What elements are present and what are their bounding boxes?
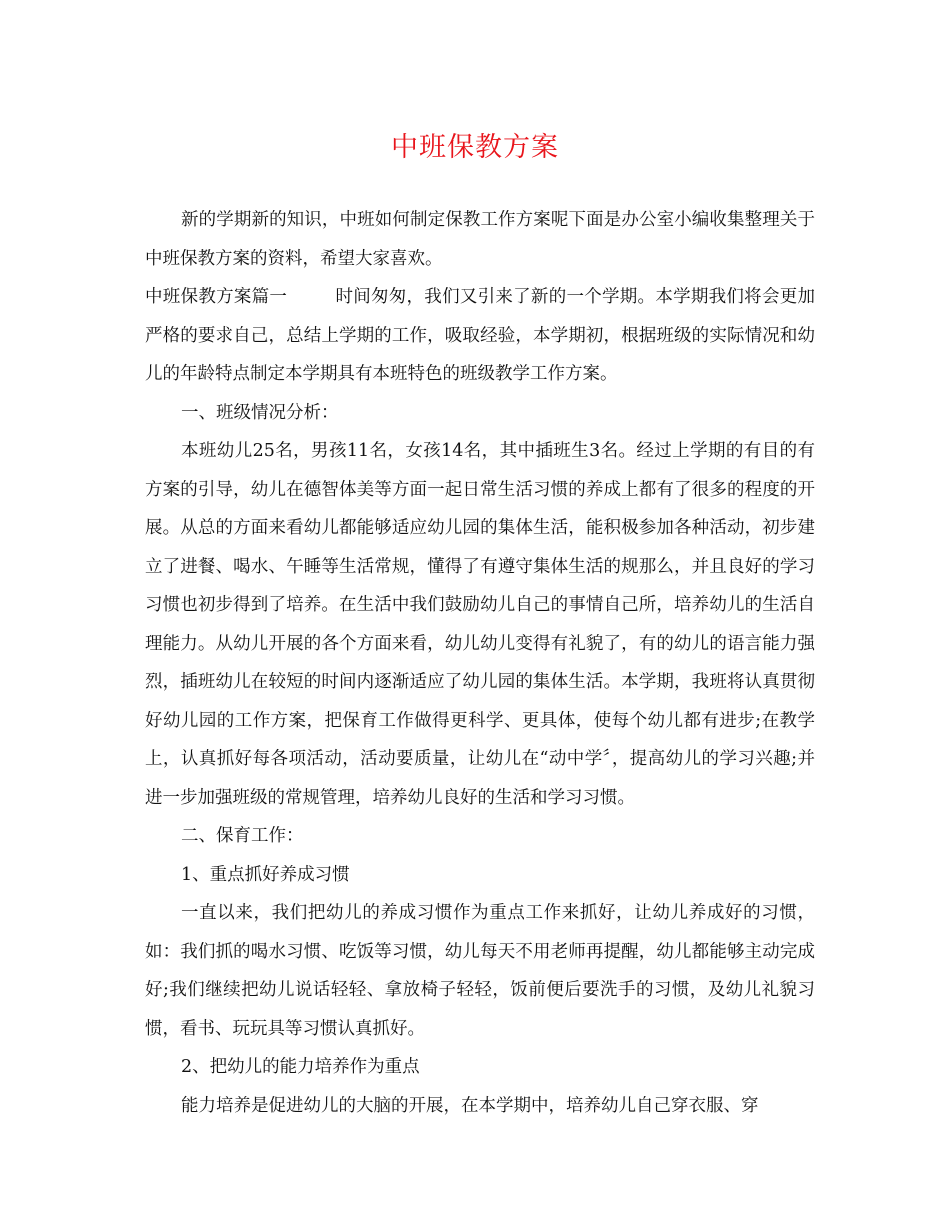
class-analysis-paragraph: 本班幼儿25名，男孩11名，女孩14名，其中插班生3名。经过上学期的有目的有方案的引导，幼儿在德智体美等方面一起日常生活习惯的养成上都有了很多的程度的开展。从总的方面来看幼儿都能够适应幼儿园的集体生活，能积极参加各种活动，初步建立了进餐、喝水、午睡等生活常规，懂得了有遵守集体生活的规那么，并且良好的学习习惯也初步得到了培养。在生活中我们鼓励幼儿自己的事情自己所，培养幼儿的生活自理能力。从幼儿开展的各个方面来看，幼儿幼儿变得有礼貌了，有的幼儿的语言能力强烈，插班幼儿在较短的时间内逐渐适应了幼儿园的集体生活。本学期，我班将认真贯彻好幼儿园的工作方案，把保育工作做得更科学、更具体，使每个幼儿都有进步;在教学上，认真抓好每各项活动，活动要质量，让幼儿在“动中学〞，提高幼儿的学习兴趣;并进一步加强班级的常规管理，培养幼儿良好的生活和学习习惯。 bbox=[145, 441, 815, 808]
subheading-abilities: 2、把幼儿的能力培养作为重点 bbox=[181, 1057, 420, 1077]
intro-paragraph: 新的学期新的知识，中班如何制定保教工作方案呢下面是办公室小编收集整理关于中班保教方案的资料，希望大家喜欢。 bbox=[145, 210, 815, 269]
document-body bbox=[145, 201, 815, 1125]
section-paragraph bbox=[145, 278, 815, 394]
habits-paragraph: 一直以来，我们把幼儿的养成习惯作为重点工作来抓好，让幼儿养成好的习惯，如：我们抓的喝水习惯、吃饭等习惯，幼儿每天不用老师再提醒，幼儿都能够主动完成好;我们继续把幼儿说话轻轻、拿放椅子轻轻，饭前便后要洗手的习惯，及幼儿礼貌习惯，看书、玩玩具等习惯认真抓好。 bbox=[145, 903, 815, 1039]
heading-care-work: 二、保育工作： bbox=[181, 826, 304, 846]
section-text: 时间匆匆，我们又引来了新的一个学期。本学期我们将会更加严格的要求自己，总结上学期的工作，吸取经验，本学期初，根据班级的实际情况和幼儿的年龄特点制定本学期具有本班特色的班级教学工作方案。 bbox=[145, 287, 815, 384]
abilities-paragraph: 能力培养是促进幼儿的大脑的开展，在本学期中，培养幼儿自己穿衣服、穿 bbox=[181, 1095, 759, 1116]
subheading-habits: 1、重点抓好养成习惯 bbox=[181, 864, 350, 885]
document-title: 中班保教方案 bbox=[391, 132, 559, 163]
section-label: 中班保教方案篇一 bbox=[145, 287, 288, 307]
heading-class-analysis: 一、班级情况分析： bbox=[181, 402, 339, 423]
